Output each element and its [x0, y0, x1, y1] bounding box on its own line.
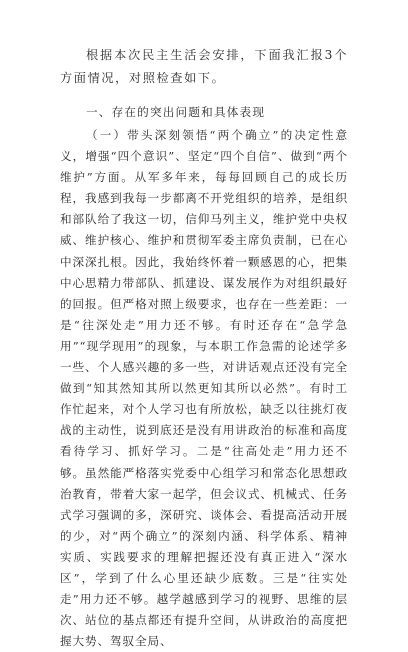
- body-paragraph: （一）带头深刻领悟“两个确立”的决定性意义，增强“四个意识”、坚定“四个自信”、做到“两个维护”方面。从军多年来，每每回顾自己的成长历程，我感到我每一步都离不开党组织的培养，是组织和部队给了我这一切，信仰马列主义，维护党中央权威、维护核心、维护和贯彻军委主席负责制，已在心中深深扎根。因此，我始终怀着一颗感恩的心，把集中心思精力带部队、抓建设、谋发展作为对组织最好的回报。但严格对照上级要求，也存在一些差距：一是“往深处走”用力还不够。有时还存在“急学急用”“现学现用”的现象，与本职工作急需的论述学多一些、个人感兴趣的多一些，对讲话观点还没有完全做到“知其然知其所以然更知其所以必然”。有时工作忙起来，对个人学习也有所放松，缺乏以往挑灯夜战的主动性，说到底还是没有用讲政治的标准和高度看待学习、抓好学习。二是“往高处走”用力还不够。虽然能严格落实党委中心组学习和常态化思想政治教育，带着大家一起学，但会议式、机械式、任务式学习强调的多，深研究、谈体会、看提高活动开展的少，对“两个确立”的深刻内涵、科学体系、精神实质、实践要求的理解把握还没有真正进入“深水区”，学到了什么心里还缺少底数。三是“往实处走”用力还不够。越学越感到学习的视野、思维的层次、站位的基点都还有提升空间，从讲政治的高度把握大势、驾驭全局、: [60, 128, 348, 649]
- section-heading: 一、存在的突出问题和具体表现: [86, 105, 266, 119]
- intro-paragraph: 根据本次民主生活会安排，下面我汇报3个方面情况，对照检查如下。: [60, 48, 348, 85]
